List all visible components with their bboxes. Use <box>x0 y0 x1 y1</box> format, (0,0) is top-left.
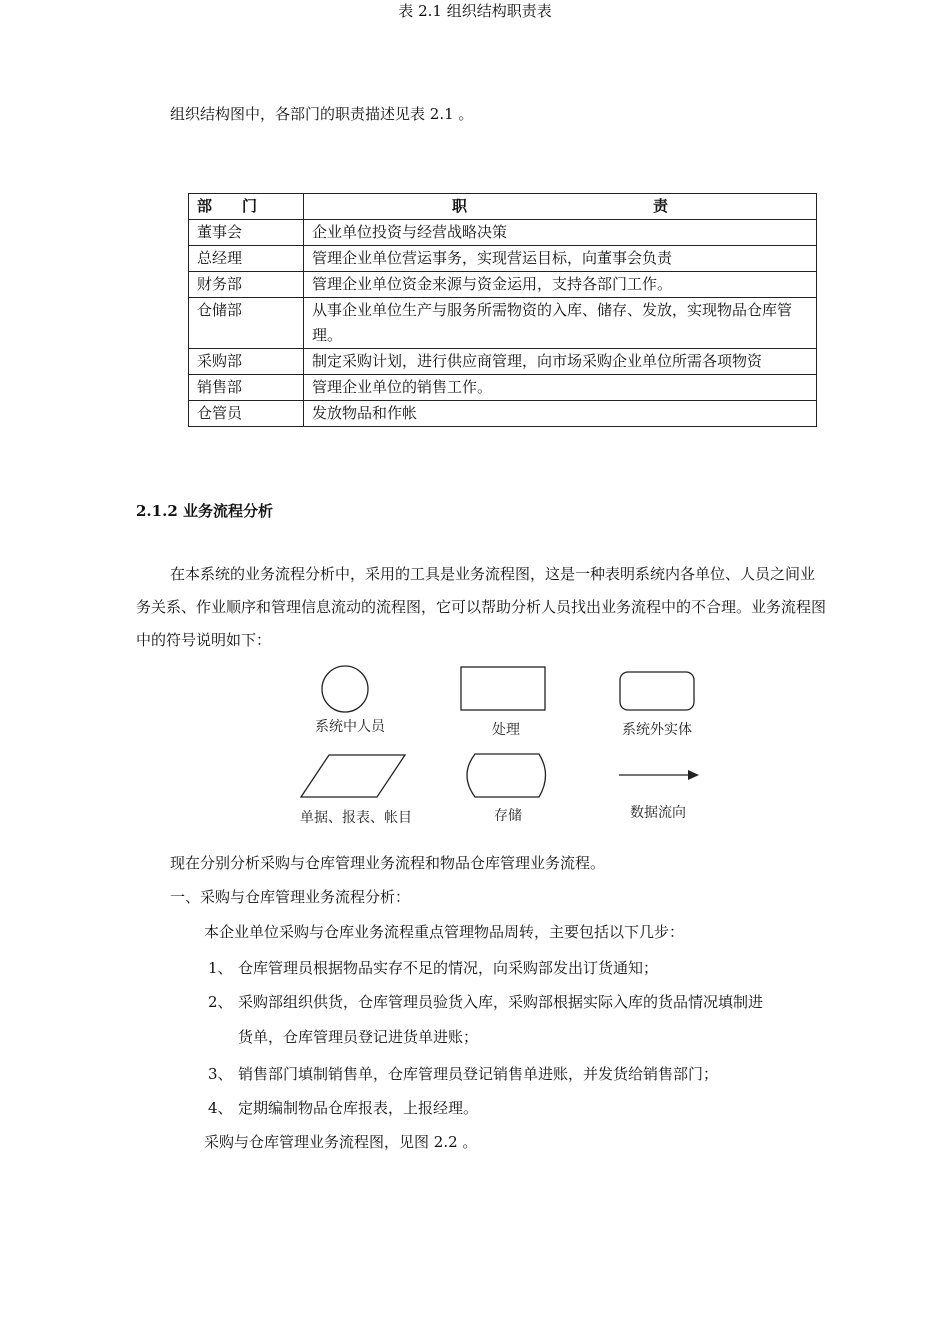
intro-text: 组织结构图中，各部门的职责描述见表 2.1 。 <box>170 105 474 123</box>
flow-arrow-head <box>688 770 699 780</box>
storage-label: 存储 <box>494 808 522 824</box>
document-symbol <box>301 755 405 797</box>
dept-cell: 总经理 <box>189 246 304 272</box>
dept-cell: 仓管员 <box>189 401 304 427</box>
step-number: 1、 <box>208 959 233 977</box>
dept-cell: 采购部 <box>189 349 304 375</box>
duty-cell: 从事企业单位生产与服务所需物资的入库、储存、发放，实现物品仓库管理。 <box>304 298 817 349</box>
process-label: 处理 <box>492 722 520 738</box>
dept-cell: 董事会 <box>189 220 304 246</box>
step-number: 4、 <box>208 1099 233 1117</box>
section-heading: 2.1.2 业务流程分析 <box>136 502 273 520</box>
step-number: 2、 <box>208 993 233 1011</box>
storage-symbol <box>467 754 546 797</box>
step-text: 货单，仓库管理员登记进货单进账； <box>238 1028 479 1046</box>
step-text: 仓库管理员根据物品实存不足的情况，向采购部发出订货通知； <box>238 959 659 977</box>
duty-cell: 管理企业单位的销售工作。 <box>304 375 817 401</box>
person-symbol <box>322 666 368 712</box>
duty-cell: 管理企业单位营运事务，实现营运目标，向董事会负责 <box>304 246 817 272</box>
text-line: 一、采购与仓库管理业务流程分析： <box>170 888 411 906</box>
document-label: 单据、报表、帐目 <box>300 810 412 826</box>
header-duty-2: 责 <box>652 197 668 215</box>
flow-label: 数据流向 <box>630 805 686 821</box>
text-line: 本企业单位采购与仓库业务流程重点管理物品周转，主要包括以下几步： <box>204 923 685 941</box>
external-label: 系统外实体 <box>622 722 692 738</box>
step-text: 销售部门填制销售单，仓库管理员登记销售单进账，并发货给销售部门； <box>238 1065 719 1083</box>
duty-cell: 企业单位投资与经营战略决策 <box>304 220 817 246</box>
person-label: 系统中人员 <box>315 719 385 735</box>
duty-cell: 制定采购计划，进行供应商管理，向市场采购企业单位所需各项物资 <box>304 349 817 375</box>
process-symbol <box>461 667 545 710</box>
step-number: 3、 <box>208 1065 233 1083</box>
duty-cell: 发放物品和作帐 <box>304 401 817 427</box>
table-caption: 表 2.1 组织结构职责表 <box>398 2 552 20</box>
duty-cell: 管理企业单位资金来源与资金运用，支持各部门工作。 <box>304 272 817 298</box>
header-dept: 部门 <box>189 194 304 220</box>
step-text: 采购部组织供货，仓库管理员验货入库，采购部根据实际入库的货品情况填制进 <box>238 993 764 1011</box>
dept-cell: 销售部 <box>189 375 304 401</box>
external-entity-symbol <box>620 672 694 710</box>
step-text: 定期编制物品仓库报表，上报经理。 <box>238 1099 479 1117</box>
header-duty-1: 职 <box>452 197 468 215</box>
dept-cell: 财务部 <box>189 272 304 298</box>
text-line: 现在分别分析采购与仓库管理业务流程和物品仓库管理业务流程。 <box>170 854 606 872</box>
text-line: 采购与仓库管理业务流程图，见图 2.2 。 <box>204 1133 478 1151</box>
dept-cell: 仓储部 <box>189 298 304 349</box>
body-paragraph: 在本系统的业务流程分析中，采用的工具是业务流程图，这是一种表明系统内各单位、人员之间业务关系、作业顺序和管理信息流动的流程图，它可以帮助分析人员找出业务流程中的不合理。业务流程图中的符号说明如下： <box>136 565 827 649</box>
